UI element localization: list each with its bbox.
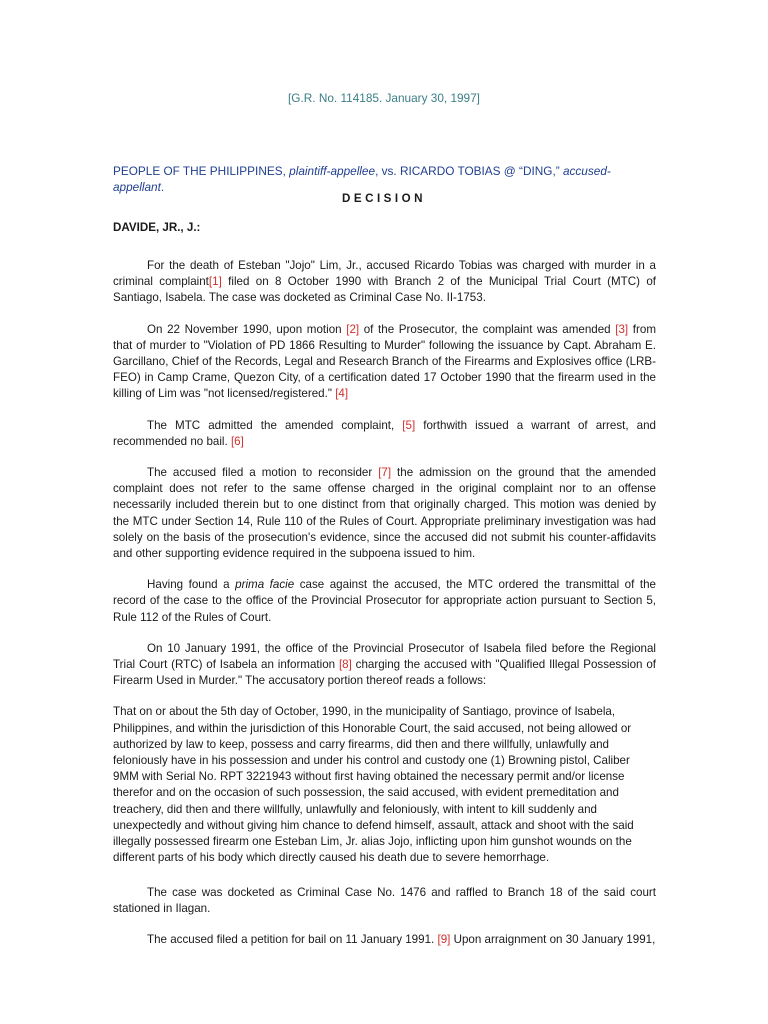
- paragraph: [113, 932, 656, 948]
- text: Having found a: [147, 578, 236, 592]
- footnote-link[interactable]: [9]: [437, 932, 451, 946]
- decision-body: [113, 258, 656, 963]
- text: For the death of Esteban "Jojo" Lim, Jr., accused Ricardo Tobias was charged with murder in a criminal complaint: [113, 259, 656, 289]
- case-number: [G.R. No. 114185. January 30, 1997]: [288, 91, 480, 105]
- plaintiff-name: PEOPLE OF THE PHILIPPINES,: [113, 164, 290, 178]
- plaintiff-role: plaintiff-appellee: [289, 164, 376, 178]
- ponente: DAVIDE, JR., J.:: [113, 221, 201, 234]
- information-quote: That on or about the 5th day of October, 1990, in the municipality of Santiago, province of Isabela, Philippines, and within the jurisdiction of this Honorable Court, the said accused, not being allowed or authorized by law to keep, possess and carry firearms, did then and there willfully, unlawfully and feloniously have in his possession and under his control and custody one (1) Browning pistol, Caliber 9MM with Serial No. RPT 3221943 without first having obtained the necessary permit and/or license therefor and on the occasion of such possession, the said accused, with evident premeditation and treachery, did then and there willfully, unlawfully and feloniously, with intent to kill suddenly and unexpectedly and without giving him chance to defend himself, assault, attack and shoot with the said illegally possessed firearm one Esteban Lim, Jr. alias Jojo, inflicting upon him gunshot wounds on the different parts of his body which directly caused his death due to severe hemorrhage.: [113, 705, 634, 865]
- accused-role: accused-appellant: [113, 164, 611, 195]
- paragraph: [113, 465, 656, 562]
- text: The case was docketed as Criminal Case No. 1476 and raffled to Branch 18 of the said court stationed in Ilagan.: [113, 885, 656, 915]
- footnote-link[interactable]: [7]: [378, 466, 392, 480]
- paragraph: [113, 577, 656, 626]
- italic-term: prima facie: [235, 578, 295, 592]
- footnote-link[interactable]: [1]: [208, 275, 222, 289]
- paragraph: [113, 641, 656, 690]
- text: the admission on the ground that the amended complaint does not refer to the same offense charged in the original complaint nor to an offense necessarily included therein but to one distinct from that originally charged. This motion was denied by the MTC under Section 14, Rule 110 of the Rules of Court. Appropriate preliminary investigation was had solely on the basis of the prosecution's evidence, since the accused did not submit his counter-affidavits and other supporting evidence required in the subpoena issued to him.: [113, 466, 656, 561]
- text: charging the accused with "Qualified Illegal Possession of Firearm Used in Murder." The accusatory portion thereof reads a follows:: [113, 658, 657, 688]
- accused-name: RICARDO TOBIAS @ “DING,”: [399, 164, 563, 178]
- footnote-link[interactable]: [3]: [615, 322, 629, 336]
- text: On 10 January 1991, the office of the Provincial Prosecutor of Isabela filed before the Regional Trial Court (RTC) of Isabela an information: [113, 641, 656, 672]
- paragraph: [113, 885, 656, 917]
- text: case against the accused, the MTC ordered the transmittal of the record of the case to the office of the Provincial Prosecutor for appropriate action pursuant to Section 5, Rule 112 of the Rules of Court.: [113, 578, 656, 624]
- text: The accused filed a motion to reconsider: [147, 466, 379, 480]
- footnote-link[interactable]: [2]: [346, 322, 360, 336]
- versus: , vs.: [375, 164, 400, 178]
- footnote-link[interactable]: [6]: [230, 434, 244, 448]
- footnote-link[interactable]: [8]: [338, 658, 352, 672]
- paragraph: [113, 418, 656, 450]
- text: The accused filed a petition for bail on 11 January 1991.: [147, 932, 438, 946]
- text: On 22 November 1990, upon motion: [147, 322, 347, 336]
- text: from that of murder to "Violation of PD 1866 Resulting to Murder" following the issuance by Capt. Abraham E. Garcillano, Chief of the Records, Legal and Research Branch of the Firearms and Explosives office (LRB-FEO) in Camp Crame, Quezon City, of a certification dated 17 October 1990 that the firearm used in the killing of Lim was "not licensed/registered.": [113, 322, 656, 401]
- text: of the Prosecutor, the complaint was amended: [359, 322, 616, 336]
- paragraph: [113, 258, 656, 307]
- text: The MTC admitted the amended complaint,: [147, 418, 403, 432]
- text: forthwith issued a warrant of arrest, and recommended no bail.: [113, 418, 656, 448]
- text: Upon arraignment on 30 January 1991,: [450, 932, 656, 946]
- parties-end: .: [160, 180, 165, 195]
- paragraph: [113, 322, 656, 403]
- footnote-link[interactable]: [5]: [402, 418, 416, 432]
- decision-heading: DECISION: [341, 192, 427, 205]
- footnote-link[interactable]: [4]: [335, 387, 349, 401]
- text: filed on 8 October 1990 with Branch 2 of the Municipal Trial Court (MTC) of Santiago, Isabela. The case was docketed as Criminal Case No. II-1753.: [113, 275, 656, 305]
